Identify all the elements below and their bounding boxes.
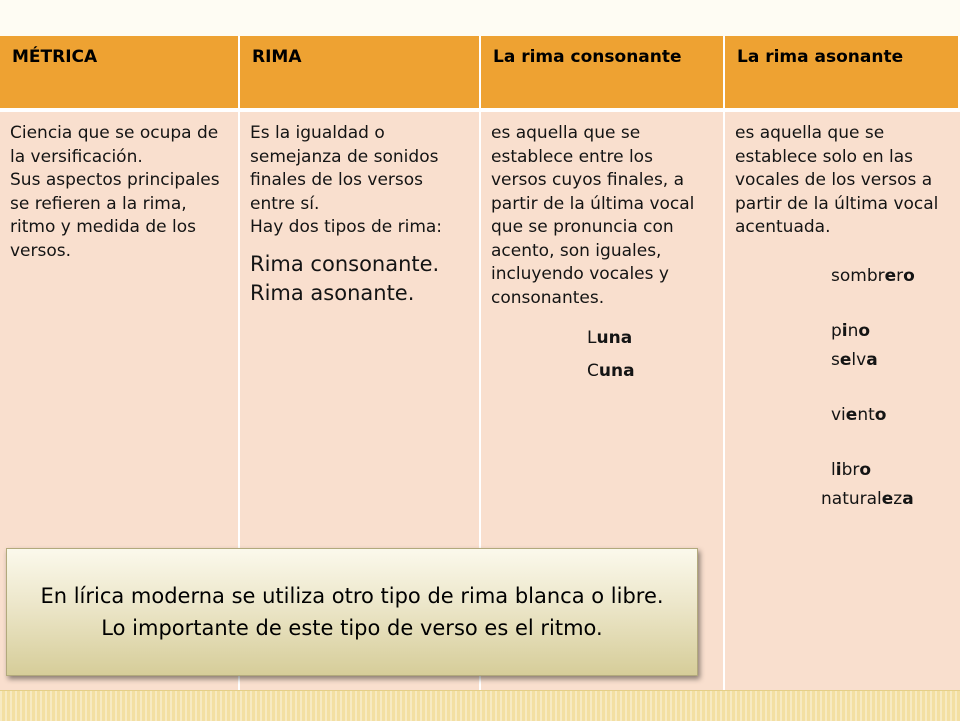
asonante-definition: es aquella que se establece solo en las vocales de los versos a partir de la última vocal acentuada. [735, 123, 939, 237]
example-word: libro [831, 459, 872, 480]
rima-type-asonante: Rima asonante. [250, 280, 415, 305]
asonante-examples [735, 262, 950, 514]
header-rima-asonante: La rima asonante [725, 36, 960, 112]
example-word: viento [831, 404, 887, 425]
example-word: sombrero [831, 265, 915, 286]
rima-line-2: Hay dos tipos de rima: [250, 217, 443, 237]
example-word: Luna [587, 328, 633, 348]
cell-rima-asonante [725, 112, 960, 690]
rima-libre-note [6, 548, 698, 676]
slide-bottom-border [0, 690, 960, 721]
example-word: pino [831, 320, 871, 341]
slide-top-margin [0, 0, 960, 36]
rima-type-consonante: Rima consonante. [250, 251, 440, 276]
metrica-line-2: Sus aspectos principales se refieren a la rima, ritmo y medida de los versos. [10, 170, 220, 261]
note-line-2: Lo importante de este tipo de verso es el ritmo. [101, 616, 603, 640]
header-rima-consonante: La rima consonante [481, 36, 725, 112]
example-word: selva [831, 349, 878, 370]
header-rima: RIMA [240, 36, 481, 112]
rima-types [250, 250, 469, 308]
rima-line-1: Es la igualdad o semejanza de sonidos finales de los versos entre sí. [250, 123, 439, 214]
header-metrica: MÉTRICA [0, 36, 240, 112]
metrica-line-1: Ciencia que se ocupa de la versificación. [10, 123, 219, 167]
example-word: Cuna [587, 361, 635, 381]
consonante-definition: es aquella que se establece entre los versos cuyos finales, a partir de la última vocal que se pronuncia con acento, son iguales, incluyendo vocales y consonantes. [491, 123, 695, 308]
consonante-examples [491, 324, 713, 386]
note-line-1: En lírica moderna se utiliza otro tipo de rima blanca o libre. [40, 584, 664, 608]
example-word: naturaleza [821, 488, 914, 509]
